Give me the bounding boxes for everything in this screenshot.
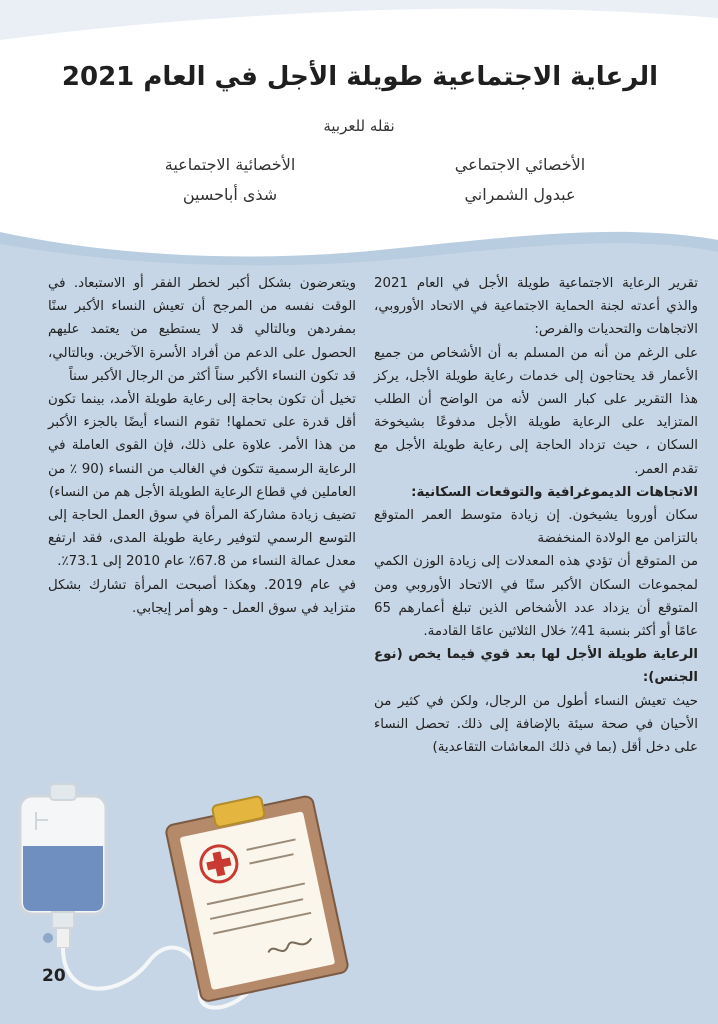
- paragraph: ويتعرضون بشكل أكبر لخطر الفقر أو الاستبعاد. في الوقت نفسه من المرجح أن تعيش النساء الأكبر سنًا بمفردهن وبالتالي قد لا يستطيع من يعتمد عليهم الحصول على الدعم من أفراد الأسرة الآخرين. وبالتالي، قد تكون النساء الأكبر سناً أكثر من الرجال الأكبر سناً: [48, 276, 356, 384]
- paragraph: من المتوقع أن تؤدي هذه المعدلات إلى زيادة الوزن الكمي لمجموعات السكان الأكبر سنًا في الاتحاد الأوروبي ومن المتوقع أن يزداد عدد الأشخاص الذين تبلغ أعمارهم 65 عامًا أو أكثر بنسبة 41٪ خلال الثلاثين عامًا القادمة.: [374, 554, 698, 640]
- clipboard-icon: [163, 785, 349, 1002]
- author-left-name: شذى أباحسين: [182, 185, 278, 204]
- author-right: [400, 150, 640, 210]
- page-number: 20: [42, 966, 66, 986]
- paragraph: في عام 2019. وهكذا أصبحت المرأة تشارك بشكل متزايد في سوق العمل - وهو أمر إيجابي.: [48, 577, 357, 616]
- paragraph: تقرير الرعاية الاجتماعية طويلة الأجل في العام 2021 والذي أعدته لجنة الحماية الاجتماعية في الاتحاد الأوروبي، الاتجاهات والتحديات والفرص:: [374, 276, 698, 338]
- paragraph: تخيل أن تكون بحاجة إلى رعاية طويلة الأمد، بينما تكون أقل قدرة على تحملها! تقوم النساء أيضًا بالجزء الأكبر من هذا الأمر. علاوة على ذلك، فإن القوى العاملة في الرعاية الرسمية تتكون في الغالب من النساء (90 ٪ من العاملين في قطاع الرعاية الطويلة الأجل هم من النساء): [48, 392, 356, 500]
- section-heading: الاتجاهات الديموغرافية والتوقعات السكانية:: [411, 484, 698, 500]
- author-right-name: عبدول الشمراني: [464, 185, 576, 204]
- author-right-role: الأخصائي الاجتماعي: [454, 155, 586, 174]
- section-heading: الرعاية طويلة الأجل لها بعد قوي فيما يخص (نوع الجنس):: [374, 647, 698, 686]
- paragraph: سكان أوروبا يشيخون. إن زيادة متوسط العمر المتوقع بالتزامن مع الولادة المنخفضة: [374, 508, 698, 547]
- author-left-role: الأخصائية الاجتماعية: [164, 155, 296, 174]
- paragraph: تضيف زيادة مشاركة المرأة في سوق العمل الحاجة إلى التوسع الرسمي لتوفير رعاية طويلة المدى، فقد ارتفع معدل عمالة النساء من 67.8٪ عام 2010 إلى 73.1٪.: [48, 508, 356, 570]
- paragraph: على الرغم من أنه من المسلم به أن الأشخاص من جميع الأعمار قد يحتاجون إلى خدمات رعاية طويلة الأجل، يركز هذا التقرير على كبار السن لأنه من الواضح أن الطلب المتزايد على الرعاية طويلة الأجل مدفوعًا بشيخوخة السكان ، حيث تزداد الحاجة إلى رعاية طويلة الأجل مع تقدم العمر.: [374, 345, 698, 477]
- translator-label: نقله للعربية: [323, 117, 395, 135]
- page-title: الرعاية الاجتماعية طويلة الأجل في العام 2021: [61, 62, 659, 92]
- right-column: [374, 272, 698, 759]
- paragraph: حيث تعيش النساء أطول من الرجال، ولكن في كثير من الأحيان في صحة سيئة بالإضافة إلى ذلك. تحصل النساء على دخل أقل (بما في ذلك المعاشات التقاعدية): [374, 693, 698, 756]
